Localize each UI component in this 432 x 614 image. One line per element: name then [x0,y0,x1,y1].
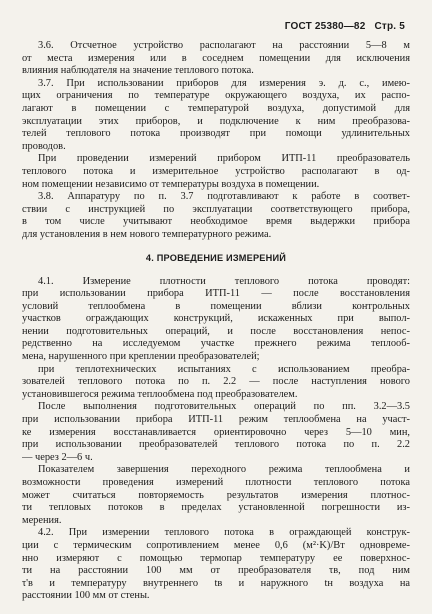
text-line: 4.1. Измерение плотности теплового потока проводят: [38,275,410,287]
text-line: ти на расстоянии 100 мм от преобразователя τв, под ним [22,565,410,577]
text-line: телей теплового потока производят при помощи удлинительных [22,128,410,140]
text-line: может считаться повторяемость результатов измерения плотнос- [22,489,410,501]
text-line: теплового потока и измерительное устройство располагают в од- [22,165,410,177]
text-line: Показателем завершения переходного режима теплообмена и [38,464,410,476]
text-line: от места измерения или в соседнем помещении для исключения [22,52,410,64]
text-line: τ'в и температуру внутреннего tв и наружного tн воздуха на [22,577,410,589]
text-line: щих ограничения по температуре окружающего воздуха, их распо- [22,90,410,102]
text-line: проводов. [22,140,66,152]
text-line: эксплуатации этих приборов, и подключение к ним преобразова- [22,115,410,127]
text-line: при теплотехнических испытаниях с использованием преобра- [38,363,410,375]
text-line: ти тепловых потоков в пределах установленной погрешности из- [22,502,410,514]
text-line: расстоянии 100 мм от стены. [22,590,150,602]
page-number: Стр. 5 [374,21,405,32]
paragraph [22,191,410,241]
paragraph [22,401,410,464]
text-line: 3.7. При использовании приборов для измерения э. д. с., имею- [38,77,410,89]
paragraph [22,364,410,402]
text-line: в том числе учитывают необходимое время выдержки прибора [22,216,410,228]
text-line: 4.2. При измерении теплового потока в ограждающей конструк- [38,527,410,539]
text-line: ке измерения восстанавливается ориентировочно через 5—10 мин, [22,426,410,438]
text-line: ном помещении независимо от температуры воздуха в помещении. [22,178,320,190]
paragraph [22,153,410,191]
text-line: ции с термическим сопротивлением менее 0,6 (м²·K)/Вт одновреме- [22,539,410,551]
text-line: условий теплообмена в помещении вблизи контрольных [22,300,410,312]
text-line: нении подготовительных операций, и после восстановления непос- [22,325,410,337]
paragraph [22,40,410,78]
text-line: — через 2—6 ч. [22,451,93,463]
text-line: при использовании прибора ИТП-11 режим теплообмена на участ- [22,414,410,426]
text-line: ствии с инструкцией по эксплуатации соответствующего прибора, [22,203,410,215]
text-line: При проведении измерений прибором ИТП-11 преобразователь [38,153,410,165]
text-line: мерения. [22,514,62,526]
text-line: возможности проведения измерений плотности теплового потока [22,477,410,488]
paragraph [22,276,410,364]
text-line: участков ограждающих конструкций, искаженных при выпол- [22,313,410,325]
document-body [22,40,410,603]
section-heading: 4. ПРОВЕДЕНИЕ ИЗМЕРЕНИЙ [145,252,287,263]
text-line: установившегося режима теплообмена под преобразователем. [22,388,298,400]
page-header [279,21,405,32]
text-line: для установления в нем нового температурного режима. [22,228,272,240]
text-line: После выполнения подготовительных операций по пп. 3.2—3.5 [38,401,410,413]
text-line: при использовании прибора ИТП-11 — после восстановления [22,288,410,300]
text-line: нно измеряют с помощью термопар температуру ее поверхнос- [22,552,410,564]
text-line: влияния наблюдателя на значение теплового потока. [22,65,254,77]
text-line: лагают в помещении с температурой воздуха, допустимой для [22,102,410,114]
text-line: при использовании преобразователей теплового потока по п. 2.2 [22,439,410,451]
text-line: редственно на исследуемом участке прежнего режима теплооб- [22,338,410,350]
text-line: мена, нарушенного при креплении преобразователей; [22,351,260,363]
paragraph [22,527,410,603]
standard-number: ГОСТ 25380—82 [284,21,366,32]
paragraph [22,78,410,154]
text-line: зователей теплового потока по п. 2.2 — после наступления нового [22,376,410,388]
text-line: 3.6. Отсчетное устройство располагают на расстоянии 5—8 м [38,40,410,51]
paragraph [22,464,410,527]
text-line: 3.8. Аппаратуру по п. 3.7 подготавливают к работе в соответ- [38,191,410,203]
